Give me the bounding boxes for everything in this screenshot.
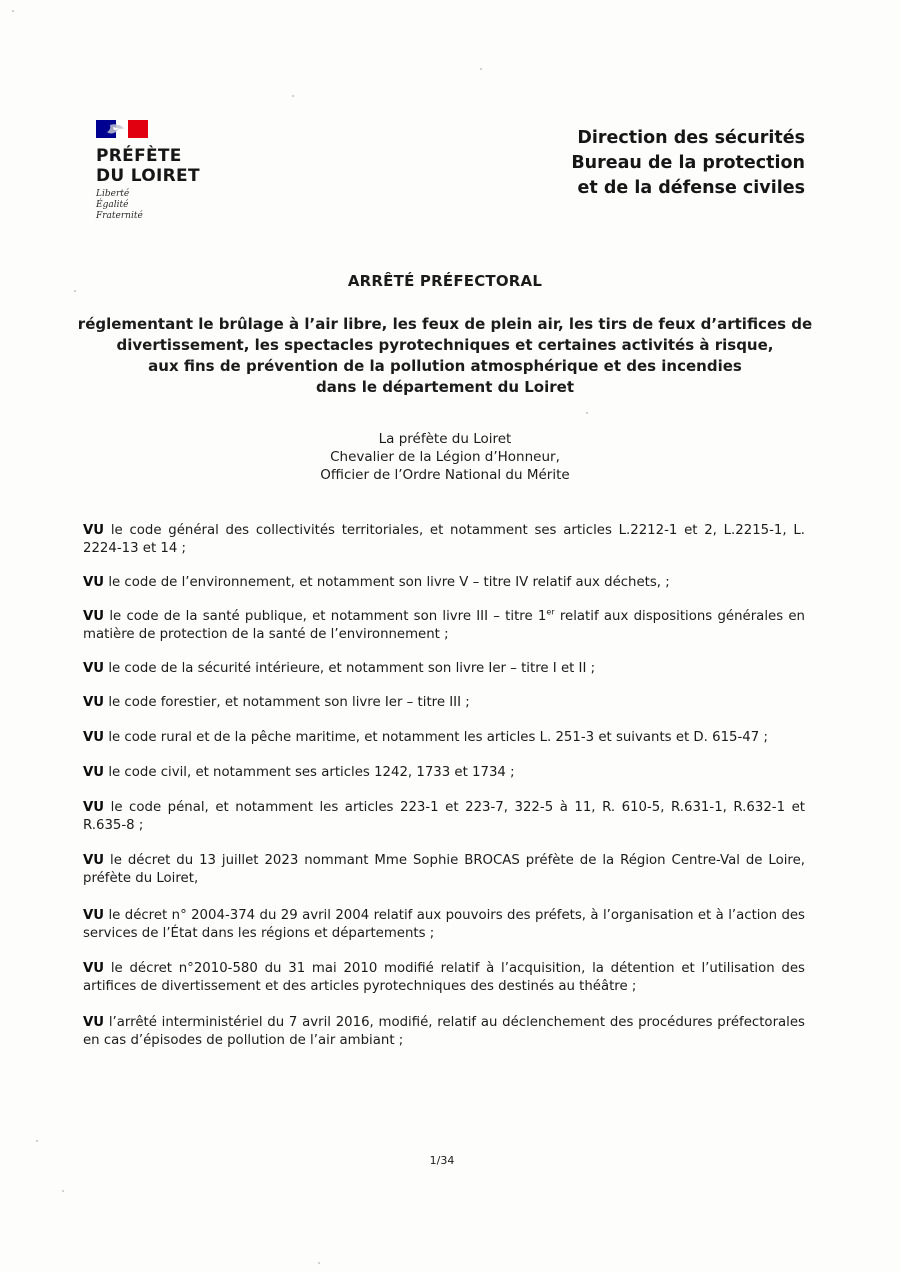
visa-item — [83, 960, 805, 995]
scan-speck — [318, 1262, 320, 1264]
authority-line: La préfète du Loiret — [378, 431, 512, 447]
marianne-flag-icon — [96, 120, 148, 138]
visa-keyword: VU — [83, 765, 105, 780]
prefecture-name-line2: DU LOIRET — [96, 166, 200, 186]
document-subtitle — [60, 314, 830, 398]
prefecture-name — [96, 146, 200, 186]
document-title: ARRÊTÉ PRÉFECTORAL — [347, 272, 543, 290]
scan-speck — [12, 10, 14, 12]
subtitle-line: divertissement, les spectacles pyrotechniques et certaines activités à risque, — [116, 336, 774, 354]
visa-text: l’arrêté interministériel du 7 avril 2016, modifié, relatif au déclenchement des procédures préfectorales en cas d’épisodes de pollution de l’air ambiant ; — [83, 1015, 805, 1048]
visa-item — [83, 694, 805, 712]
scan-speck — [36, 1140, 38, 1142]
subtitle-line: dans le département du Loiret — [316, 378, 574, 396]
visa-item — [83, 907, 805, 942]
visa-text: le code général des collectivités territoriales, et notamment ses articles L.2212-1 et 2, L.2215-1, L. 2224-13 et 14 ; — [83, 523, 805, 556]
visa-text: le code de la sécurité intérieure, et notamment son livre Ier – titre I et II ; — [108, 661, 596, 676]
visa-keyword: VU — [83, 609, 105, 624]
visa-item — [83, 764, 805, 782]
visa-keyword: VU — [83, 853, 105, 868]
visa-keyword: VU — [83, 575, 105, 590]
scan-speck — [62, 1190, 64, 1192]
visa-item — [83, 660, 805, 678]
visa-text: le décret n°2010-580 du 31 mai 2010 modifié relatif à l’acquisition, la détention et l’utilisation des artifices de divertissement et des articles pyrotechniques des destinés au théâtre ; — [83, 961, 805, 994]
scan-speck — [586, 412, 588, 414]
visa-keyword: VU — [83, 523, 105, 538]
visa-keyword: VU — [83, 800, 105, 815]
service-line: Direction des sécurités — [577, 128, 805, 148]
visa-text: le code rural et de la pêche maritime, et notamment les articles L. 251-3 et suivants et D. 615-47 ; — [108, 730, 768, 745]
visa-text: le code de l’environnement, et notamment son livre V – titre IV relatif aux déchets, ; — [108, 575, 670, 590]
motto-egalite: Égalité — [96, 200, 129, 210]
visa-item — [83, 852, 805, 887]
visa-item — [83, 799, 805, 834]
page-number: 1/34 — [429, 1154, 455, 1167]
visa-keyword: VU — [83, 961, 105, 976]
visa-item — [83, 522, 805, 557]
signing-authority — [0, 430, 890, 484]
subtitle-line: réglementant le brûlage à l’air libre, les feux de plein air, les tirs de feux d’artifices de — [77, 315, 813, 333]
visa-item — [83, 608, 805, 643]
visa-keyword: VU — [83, 661, 105, 676]
visa-text — [83, 609, 805, 642]
prefecture-logo-block — [96, 120, 200, 222]
service-line: et de la défense civiles — [577, 178, 805, 198]
service-header — [571, 126, 805, 201]
visa-keyword: VU — [83, 730, 105, 745]
visa-superscript: er — [546, 607, 555, 617]
visa-keyword: VU — [83, 695, 105, 710]
republic-motto — [96, 189, 200, 222]
visa-text-part: relatif aux dispositions générales en matière de protection de la santé de l’environnement ; — [83, 609, 805, 642]
visa-text: le code civil, et notamment ses articles 1242, 1733 et 1734 ; — [108, 765, 515, 780]
motto-liberte: Liberté — [96, 189, 130, 199]
visa-text: le code pénal, et notamment les articles 223-1 et 223-7, 322-5 à 11, R. 610-5, R.631-1, R.632-1 et R.635-8 ; — [83, 800, 805, 833]
visa-text: le décret n° 2004-374 du 29 avril 2004 relatif aux pouvoirs des préfets, à l’organisation et à l’action des services de l’État dans les régions et départements ; — [83, 908, 805, 941]
visa-text-part: le code de la santé publique, et notamment son livre III – titre 1 — [109, 609, 547, 624]
visa-text: le décret du 13 juillet 2023 nommant Mme Sophie BROCAS préfète de la Région Centre-Val de Loire, préfète du Loiret, — [83, 853, 805, 886]
visa-keyword: VU — [83, 908, 105, 923]
visa-keyword: VU — [83, 1015, 105, 1030]
authority-line: Chevalier de la Légion d’Honneur, — [330, 449, 560, 465]
service-line: Bureau de la protection — [571, 153, 805, 173]
scan-speck — [74, 290, 76, 292]
visa-item — [83, 574, 805, 592]
visa-text: le code forestier, et notamment son livre Ier – titre III ; — [108, 695, 470, 710]
prefecture-name-line1: PRÉFÈTE — [96, 146, 182, 166]
subtitle-line: aux fins de prévention de la pollution atmosphérique et des incendies — [148, 357, 742, 375]
authority-line: Officier de l’Ordre National du Mérite — [320, 467, 570, 483]
motto-fraternite: Fraternité — [96, 211, 143, 221]
scan-speck — [292, 95, 294, 97]
visa-item — [83, 1014, 805, 1049]
visa-item — [83, 729, 805, 747]
scan-speck — [480, 68, 482, 70]
